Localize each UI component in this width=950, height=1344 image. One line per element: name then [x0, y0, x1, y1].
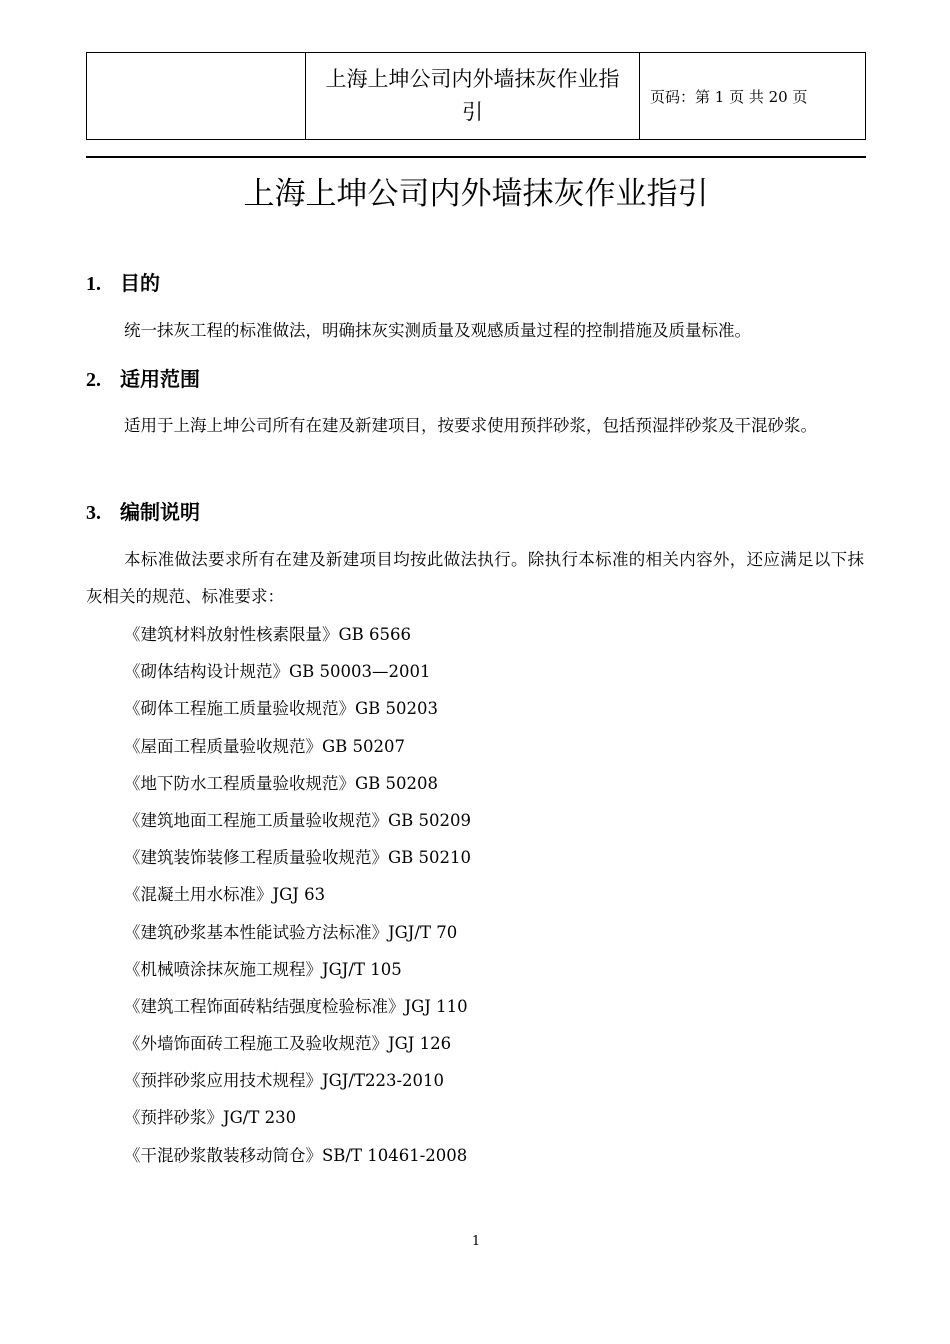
document-title: 上海上坤公司内外墙抹灰作业指引: [243, 176, 709, 212]
standard-item: 《外墙饰面砖工程施工及验收规范》JGJ 126: [124, 1034, 452, 1054]
section-body-notes: 本标准做法要求所有在建及新建项目均按此做法执行。除执行本标准的相关内容外，还应满足以下抹灰相关的规范、标准要求：: [86, 550, 864, 606]
standard-item: 《预拌砂浆应用技术规程》JGJ/T223-2010: [124, 1071, 445, 1091]
header-page-code: 页码：第 1 页 共 20 页: [650, 87, 808, 106]
standard-item: 《建筑地面工程施工质量验收规范》GB 50209: [124, 810, 472, 830]
section-heading-notes: [86, 497, 200, 528]
page-number: 1: [471, 1234, 481, 1249]
standard-item: 《屋面工程质量验收规范》GB 50207: [124, 736, 406, 756]
section-number: 3.: [86, 502, 101, 524]
section-title: 适用范围: [120, 367, 200, 391]
section-title: 目的: [120, 271, 160, 295]
section-title: 编制说明: [120, 500, 200, 524]
standard-item: 《建筑装饰装修工程质量验收规范》GB 50210: [124, 848, 472, 868]
header-divider: [86, 156, 866, 158]
header-table: [86, 52, 866, 140]
standard-item: 《建筑材料放射性核素限量》GB 6566: [124, 625, 412, 644]
section-number: 1.: [86, 273, 101, 295]
standard-item: 《砌体工程施工质量验收规范》GB 50203: [124, 699, 439, 719]
standard-item: 《建筑砂浆基本性能试验方法标准》JGJ/T 70: [124, 922, 458, 942]
standard-item: 《建筑工程饰面砖粘结强度检验标准》JGJ 110: [124, 996, 468, 1016]
standard-item: 《砌体结构设计规范》GB 50003—2001: [124, 662, 431, 682]
standard-item: 《预拌砂浆》JG/T 230: [124, 1108, 297, 1128]
section-heading-scope: [86, 364, 200, 395]
section-number: 2.: [86, 369, 101, 391]
header-logo-cell: [87, 53, 306, 139]
standard-item: 《地下防水工程质量验收规范》GB 50208: [124, 773, 439, 793]
section-heading-purpose: [86, 268, 160, 299]
standard-item: 《混凝土用水标准》JGJ 63: [124, 885, 326, 905]
section-body-scope: 适用于上海上坤公司所有在建及新建项目，按要求使用预拌砂浆，包括预湿拌砂浆及干混砂浆。: [124, 416, 817, 435]
standard-item: 《机械喷涂抹灰施工规程》JGJ/T 105: [124, 959, 402, 979]
section-body-purpose: 统一抹灰工程的标准做法，明确抹灰实测质量及观感质量过程的控制措施及质量标准。: [124, 321, 751, 340]
header-title: 上海上坤公司内外墙抹灰作业指引: [306, 53, 640, 139]
standards-list: [124, 616, 471, 1174]
standard-item: 《干混砂浆散装移动筒仓》SB/T 10461-2008: [124, 1145, 468, 1165]
